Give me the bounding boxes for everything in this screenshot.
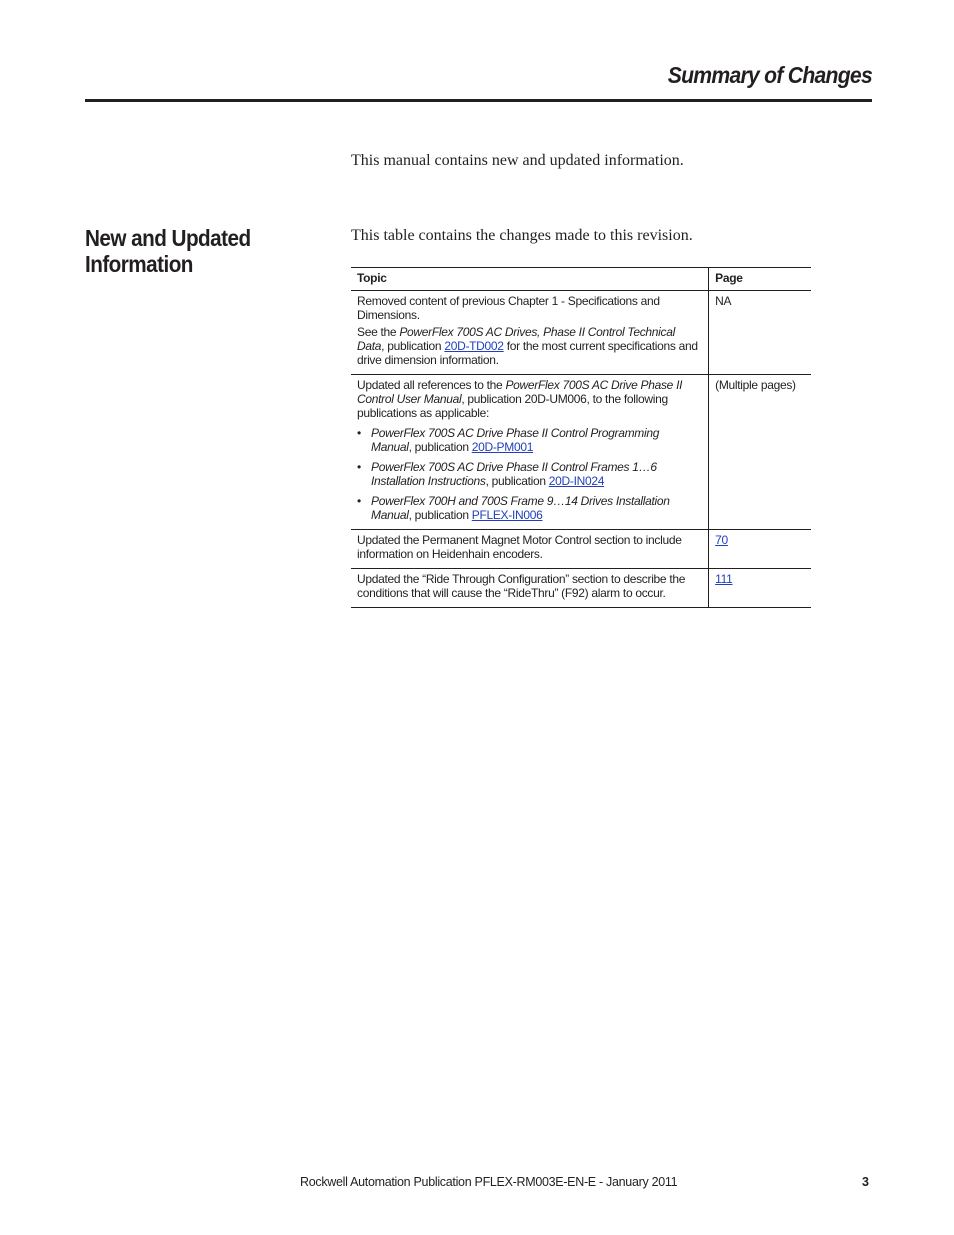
footer-publication: Rockwell Automation Publication PFLEX-RM003E-EN-E - January 2011 — [300, 1175, 678, 1189]
column-header-topic: Topic — [351, 268, 709, 291]
topic-cell: Updated the “Ride Through Configuration” section to describe the conditions that will cause the “RideThru” (F92) alarm to occur. — [351, 569, 709, 608]
text-span: Updated all references to the — [357, 378, 506, 392]
publication-title: PowerFlex 700S AC Drives, Phase II Control Technical Data — [357, 325, 675, 353]
publication-title: PowerFlex 700H and 700S Frame 9…14 Drives Installation Manual — [371, 494, 670, 522]
table-intro-text: This table contains the changes made to this revision. — [351, 227, 693, 244]
publication-link[interactable]: 20D-TD002 — [444, 339, 504, 353]
text-span: , publication — [408, 440, 472, 454]
page-cell — [709, 530, 811, 569]
publication-link[interactable]: PFLEX-IN006 — [471, 508, 543, 522]
publication-title: PowerFlex 700S AC Drive Phase II Control User Manual — [357, 378, 683, 406]
page-cell: NA — [709, 291, 811, 375]
table-row — [351, 530, 811, 569]
page-cell — [709, 569, 811, 608]
list-item — [357, 460, 702, 488]
text-span: , publication — [408, 508, 472, 522]
publication-link[interactable]: 20D-IN024 — [548, 474, 605, 488]
section-heading: New and Updated Information — [85, 225, 251, 277]
header-rule — [85, 99, 872, 102]
bullet-icon: • — [357, 494, 361, 508]
publication-link[interactable]: 20D-PM001 — [471, 440, 534, 454]
topic-cell — [351, 375, 709, 530]
text-span: , publication — [381, 339, 445, 353]
topic-paragraph — [357, 378, 702, 420]
page-number: 3 — [862, 1175, 869, 1189]
page-cell: (Multiple pages) — [709, 375, 811, 530]
bullet-icon: • — [357, 460, 361, 474]
text-span: See the — [357, 325, 400, 339]
table-row — [351, 375, 811, 530]
topic-cell: Updated the Permanent Magnet Motor Control section to include information on Heidenhain encoders. — [351, 530, 709, 569]
table-row — [351, 291, 811, 375]
intro-text: This manual contains new and updated information. — [351, 152, 684, 169]
topic-cell — [351, 291, 709, 375]
text-span: for the most current specifications and drive dimension information. — [357, 339, 698, 367]
changes-table — [351, 267, 811, 608]
topic-paragraph — [357, 325, 702, 367]
text-span: , publication 20D-UM006, to the following publications as applicable: — [357, 392, 668, 420]
list-item — [357, 426, 702, 454]
publication-list — [357, 426, 702, 522]
text-span: , publication — [485, 474, 549, 488]
list-item — [357, 494, 702, 522]
publication-title: PowerFlex 700S AC Drive Phase II Control Programming Manual — [371, 426, 660, 454]
page-title: Summary of Changes — [667, 62, 872, 88]
table-header-row — [351, 268, 811, 291]
column-header-page: Page — [709, 268, 811, 291]
page-link[interactable]: 70 — [715, 533, 728, 547]
bullet-icon: • — [357, 426, 361, 440]
topic-paragraph: Removed content of previous Chapter 1 - Specifications and Dimensions. — [357, 294, 660, 322]
publication-title: PowerFlex 700S AC Drive Phase II Control Frames 1…6 Installation Instructions — [371, 460, 657, 488]
table-row — [351, 569, 811, 608]
page-link[interactable]: 111 — [715, 572, 733, 586]
